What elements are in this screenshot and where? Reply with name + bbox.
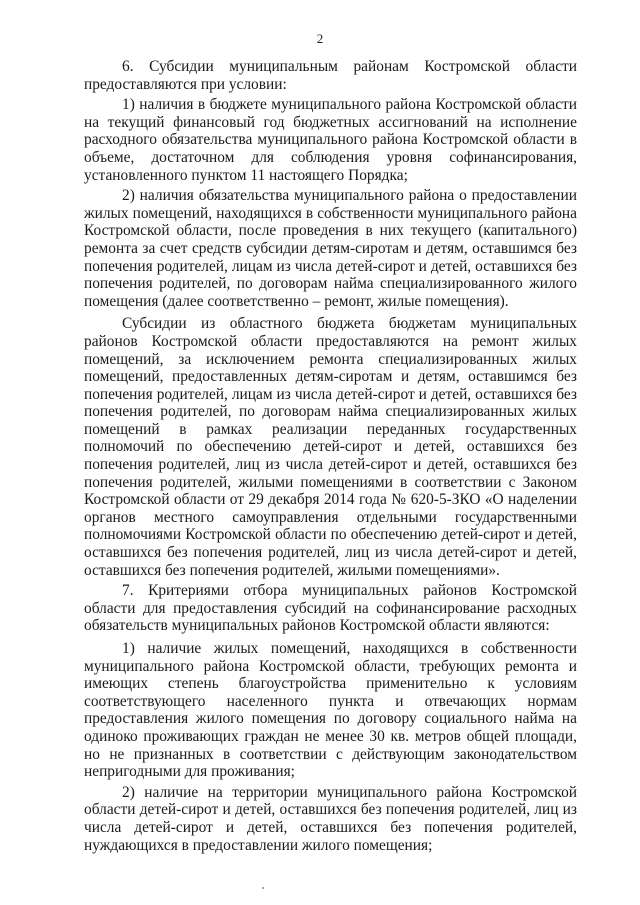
scan-speck	[262, 887, 264, 889]
paragraph-7-criteria: 7. Критериями отбора муниципальных районов Костромской области для предоставления субсидий на софинансирование расходных обязательств муниципальных районов Костромской области являются:	[84, 582, 577, 635]
paragraph-subsidies-scope: Субсидии из областного бюджета бюджетам муниципальных районов Костромской области предоставляются на ремонт жилых помещений, за исключением ремонта специализированных жилых помещений, предоставленных детям-сиротам и детям, оставшимся без попечения родителей, лицам из числа детей-сирот и детей, оставшихся без попечения родителей, по договорам найма специализированных жилых помещений в рамках реализации переданных государственных полномочий по обеспечению детей-сирот и детей, оставшихся без попечения родителей, лиц из числа детей-сирот и детей, оставшихся без попечения родителей, жилыми помещениями в соответствии с Законом Костромской области от 29 декабря 2014 года № 620-5-ЗКО «О наделении органов местного самоуправления отдельными государственными полномочиями Костромской области по обеспечению детей-сирот и детей, оставшихся без попечения родителей, лиц из числа детей-сирот и детей, оставшихся без попечения родителей, жилыми помещениями».	[84, 315, 577, 579]
paragraph-6-conditions: 6. Субсидии муниципальным районам Костромской области предоставляются при условии:	[84, 58, 577, 93]
page-number: 2	[316, 31, 324, 46]
paragraph-condition-2: 2) наличия обязательства муниципального района о предоставлении жилых помещений, находящихся в собственности муниципального района Костромской области, после проведения в них текущего (капитального) ремонта за счет средств субсидии детям-сиротам и детям, оставшимся без попечения родителей, лицам из числа детей-сирот и детей, оставшихся без попечения родителей, по договорам найма специализированного жилого помещения (далее соответственно – ремонт, жилые помещения).	[84, 187, 577, 310]
paragraph-criterion-1: 1) наличие жилых помещений, находящихся в собственности муниципального района Костромской области, требующих ремонта и имеющих степень благоустройства применительно к условиям соответствующего населенного пункта и отвечающих нормам предоставления жилого помещения по договору социального найма на одиноко проживающих граждан не менее 30 кв. метров общей площади, но не признанных в соответствии с действующим законодательством непригодными для проживания;	[84, 640, 577, 781]
paragraph-criterion-2: 2) наличие на территории муниципального района Костромской области детей-сирот и детей, оставшихся без попечения родителей, лиц из числа детей-сирот и детей, оставшихся без попечения родителей, нуждающихся в предоставлении жилого помещения;	[84, 783, 577, 854]
document-body	[84, 58, 577, 854]
paragraph-condition-1: 1) наличия в бюджете муниципального района Костромской области на текущий финансовый год бюджетных ассигнований на исполнение расходного обязательства муниципального района Костромской области в объеме, достаточном для соблюдения уровня софинансирования, установленного пунктом 11 настоящего Порядка;	[84, 96, 577, 184]
